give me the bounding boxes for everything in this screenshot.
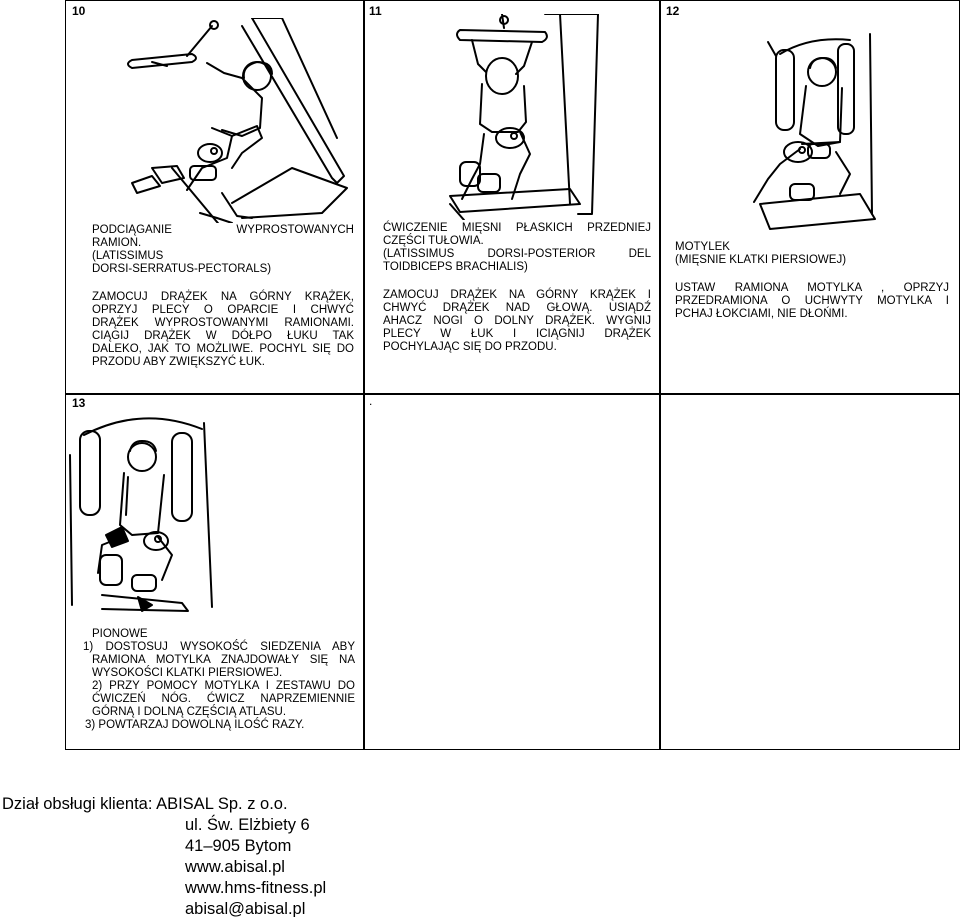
cell-13-step-line-4: 2) PRZY POMOCY MOTYLKA I ZESTAWU DO xyxy=(92,680,355,692)
cell-number-13: 13 xyxy=(72,396,86,410)
cell-10-instruction-line-3: DRĄŻEK WYPROSTOWANYMI RAMIONAMI. xyxy=(92,317,354,329)
cell-13-step-line-6: GÓRNĄ I DOLNĄ CZĘŚCIĄ ATLASU. xyxy=(92,706,287,718)
butterfly-illustration xyxy=(740,24,880,230)
cell-11-title-line-2: CZĘŚCI TUŁOWIA. xyxy=(383,235,484,247)
cell-10-instruction-line-5: DALEKO, JAK TO MOŻLIWE. POCHYL SIĘ DO xyxy=(92,343,354,355)
cell-10-muscles-line-2: DORSI-SERRATUS-PECTORALS) xyxy=(92,263,272,275)
cell-13-step-line-7: 3) POWTARZAJ DOWOLNĄ ILOŚĆ RAZY. xyxy=(85,719,305,731)
cell-11-instruction-line-4: PLECY W ŁUK I ICIĄGNIJ DRĄŻEK xyxy=(383,328,651,340)
cell-11-instruction-line-5: POCHYLAJĄC SIĘ DO PRZODU. xyxy=(383,341,557,353)
contact-block xyxy=(2,794,326,917)
cell-13-step-line-5: ĆWICZEŃ NÓG. ĆWICZ NAPRZEMIENNIE xyxy=(92,693,355,705)
contact-city: 41–905 Bytom xyxy=(185,837,292,855)
cell-11-instruction-line-3: AHACZ NOGI O DOLNY DRĄŻEK. WYGNIJ xyxy=(383,315,651,327)
cell-number-11: 11 xyxy=(369,4,382,18)
cell-14-marker: . xyxy=(369,394,373,408)
vertical-butterfly-illustration xyxy=(62,405,222,617)
cell-12-instruction-line-2: PRZEDRAMIONA O UCHWYTY MOTYLKA I xyxy=(675,295,949,307)
cell-11-muscles-line-2: TOIDBICEPS BRACHIALIS) xyxy=(383,261,528,273)
cell-13-step-line-3: WYSOKOŚCI KLATKI PIERSIOWEJ. xyxy=(92,667,283,679)
cell-12-instruction-line-3: PCHAJ ŁOKCIAMI, NIE DŁOŃMI. xyxy=(675,308,848,320)
cell-10-title-line-1: PODCIĄGANIE WYPROSTOWANYCH xyxy=(92,224,354,236)
cell-11-instruction-line-1: ZAMOCUJ DRĄŻEK NA GÓRNY KRĄŻEK I xyxy=(383,289,651,301)
cell-10-instruction-line-4: CIĄGIJ DRĄŻEK W DÓŁPO ŁUKU TAK xyxy=(92,330,354,342)
cell-11-muscles-line-1: (LATISSIMUS DORSI-POSTERIOR DEL xyxy=(383,248,651,260)
cell-10-instruction-line-2: OPRZYJ PLECY O OPARCIE I CHWYĆ xyxy=(92,304,354,316)
column-divider-2 xyxy=(659,0,661,750)
cell-11-title-line-1: ĆWICZENIE MIĘSNI PŁASKICH PRZEDNIEJ xyxy=(383,222,651,234)
lat-pulldown-illustration xyxy=(92,18,352,223)
front-pulldown-illustration xyxy=(420,14,600,220)
cell-number-10: 10 xyxy=(72,4,86,18)
cell-10-muscles-line-1: (LATISSIMUS xyxy=(92,250,164,262)
contact-label: Dział obsługi klienta: ABISAL Sp. z o.o. xyxy=(2,795,288,813)
contact-street: ul. Św. Elżbiety 6 xyxy=(185,816,310,834)
cell-10-text xyxy=(92,224,354,369)
cell-13-text xyxy=(79,628,355,732)
contact-website-link[interactable]: www.abisal.pl xyxy=(185,858,285,876)
contact-hms-website-link[interactable]: www.hms-fitness.pl xyxy=(185,879,327,897)
cell-11-instruction-line-2: CHWYĆ DRĄŻEK NAD GŁOWĄ. USIĄDŹ xyxy=(383,302,651,314)
cell-12-instruction-line-1: USTAW RAMIONA MOTYLKA , OPRZYJ xyxy=(675,282,949,294)
cell-13-step-line-2: RAMIONA MOTYLKA ZNAJDOWAŁY SIĘ NA xyxy=(92,654,355,666)
cell-13-title: PIONOWE xyxy=(92,628,148,640)
cell-10-instruction-line-6: PRZODU ABY ZWIĘKSZYĆ ŁUK. xyxy=(92,356,265,368)
contact-email-link[interactable]: abisal@abisal.pl xyxy=(185,900,306,917)
column-divider-1 xyxy=(363,0,365,750)
cell-12-title-line-1: MOTYLEK xyxy=(675,241,730,253)
cell-11-text xyxy=(383,222,651,354)
cell-12-title-line-2: (MIĘSNIE KLATKI PIERSIOWEJ) xyxy=(675,254,847,266)
cell-12-text xyxy=(675,241,949,321)
cell-number-12: 12 xyxy=(666,4,680,18)
cell-10-instruction-line-1: ZAMOCUJ DRĄŻEK NA GÓRNY KRĄŻEK, xyxy=(92,291,354,303)
cell-13-step-line-1: 1) DOSTOSUJ WYSOKOŚĆ SIEDZENIA ABY xyxy=(83,641,355,653)
cell-10-title-line-2: RAMION. xyxy=(92,237,142,249)
row-divider xyxy=(65,393,960,395)
